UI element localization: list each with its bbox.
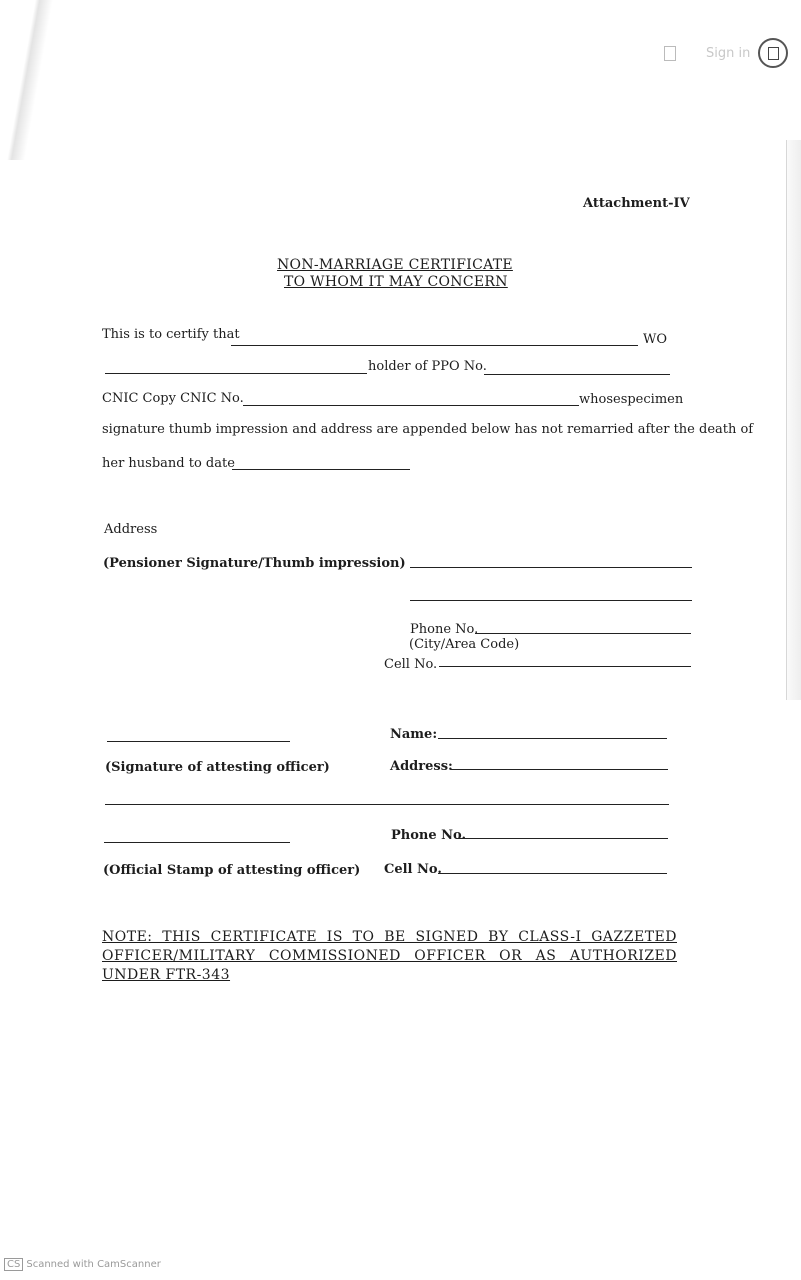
certificate-title: NON-MARRIAGE CERTIFICATE	[277, 257, 513, 273]
pensioner-address-line-1[interactable]	[410, 567, 692, 568]
certify-prefix: This is to certify that	[102, 327, 240, 342]
cnic-number-field[interactable]	[243, 405, 579, 406]
husband-date-label: her husband to date	[102, 456, 235, 471]
scanner-footer	[4, 1258, 161, 1271]
officer-name-field[interactable]	[438, 738, 667, 739]
scan-shadow-streak	[0, 0, 60, 160]
date-field[interactable]	[232, 469, 410, 470]
officer-cell-field[interactable]	[438, 873, 667, 874]
officer-address-field[interactable]	[451, 769, 668, 770]
officer-address-line-2[interactable]	[105, 804, 669, 805]
attachment-label: Attachment-IV	[583, 196, 690, 211]
sign-in-link[interactable]: Sign in	[706, 45, 751, 61]
certificate-subtitle: TO WHOM IT MAY CONCERN	[284, 274, 508, 290]
holder-ppo-label: holder of PPO No.	[368, 359, 487, 374]
pensioner-name-field[interactable]	[231, 345, 638, 346]
wo-label: WO	[643, 332, 668, 347]
ppo-number-field[interactable]	[484, 374, 670, 375]
officer-name-label: Name:	[390, 727, 438, 742]
scanner-footer-text: Scanned with CamScanner	[26, 1259, 161, 1270]
whose-specimen-label: whosespecimen	[579, 392, 684, 407]
officer-phone-label: Phone No.	[391, 828, 466, 843]
pensioner-address-line-2[interactable]	[410, 600, 692, 601]
officer-phone-field[interactable]	[456, 838, 668, 839]
top-toolbar	[664, 38, 788, 68]
area-code-label: (City/Area Code)	[409, 637, 520, 652]
document-icon[interactable]	[664, 46, 676, 61]
officer-stamp-label: (Official Stamp of attesting officer)	[103, 863, 361, 878]
husband-name-field[interactable]	[105, 373, 367, 374]
scan-page-edge	[786, 140, 801, 700]
officer-signature-label: (Signature of attesting officer)	[105, 760, 330, 775]
phone-label: Phone No.	[410, 622, 479, 637]
officer-address-label: Address:	[390, 759, 453, 774]
address-label: Address	[104, 522, 158, 537]
signature-sentence: signature thumb impression and address are appended below has not remarried after the death of	[102, 422, 754, 437]
officer-signature-field[interactable]	[107, 741, 290, 742]
officer-stamp-field[interactable]	[104, 842, 290, 843]
camscanner-logo-icon: CS	[4, 1258, 23, 1271]
officer-cell-label: Cell No.	[384, 862, 442, 877]
pensioner-phone-field[interactable]	[475, 633, 691, 634]
pensioner-cell-field[interactable]	[439, 666, 691, 667]
certificate-note: NOTE: THIS CERTIFICATE IS TO BE SIGNED BY CLASS-I GAZZETED OFFICER/MILITARY COMMISSIONED OFFICER OR AS AUTHORIZED UNDER FTR-343	[102, 929, 677, 983]
account-icon[interactable]	[758, 38, 788, 68]
cell-label: Cell No.	[384, 657, 438, 672]
pensioner-signature-label: (Pensioner Signature/Thumb impression)	[103, 556, 406, 571]
cnic-label: CNIC Copy CNIC No.	[102, 391, 244, 406]
